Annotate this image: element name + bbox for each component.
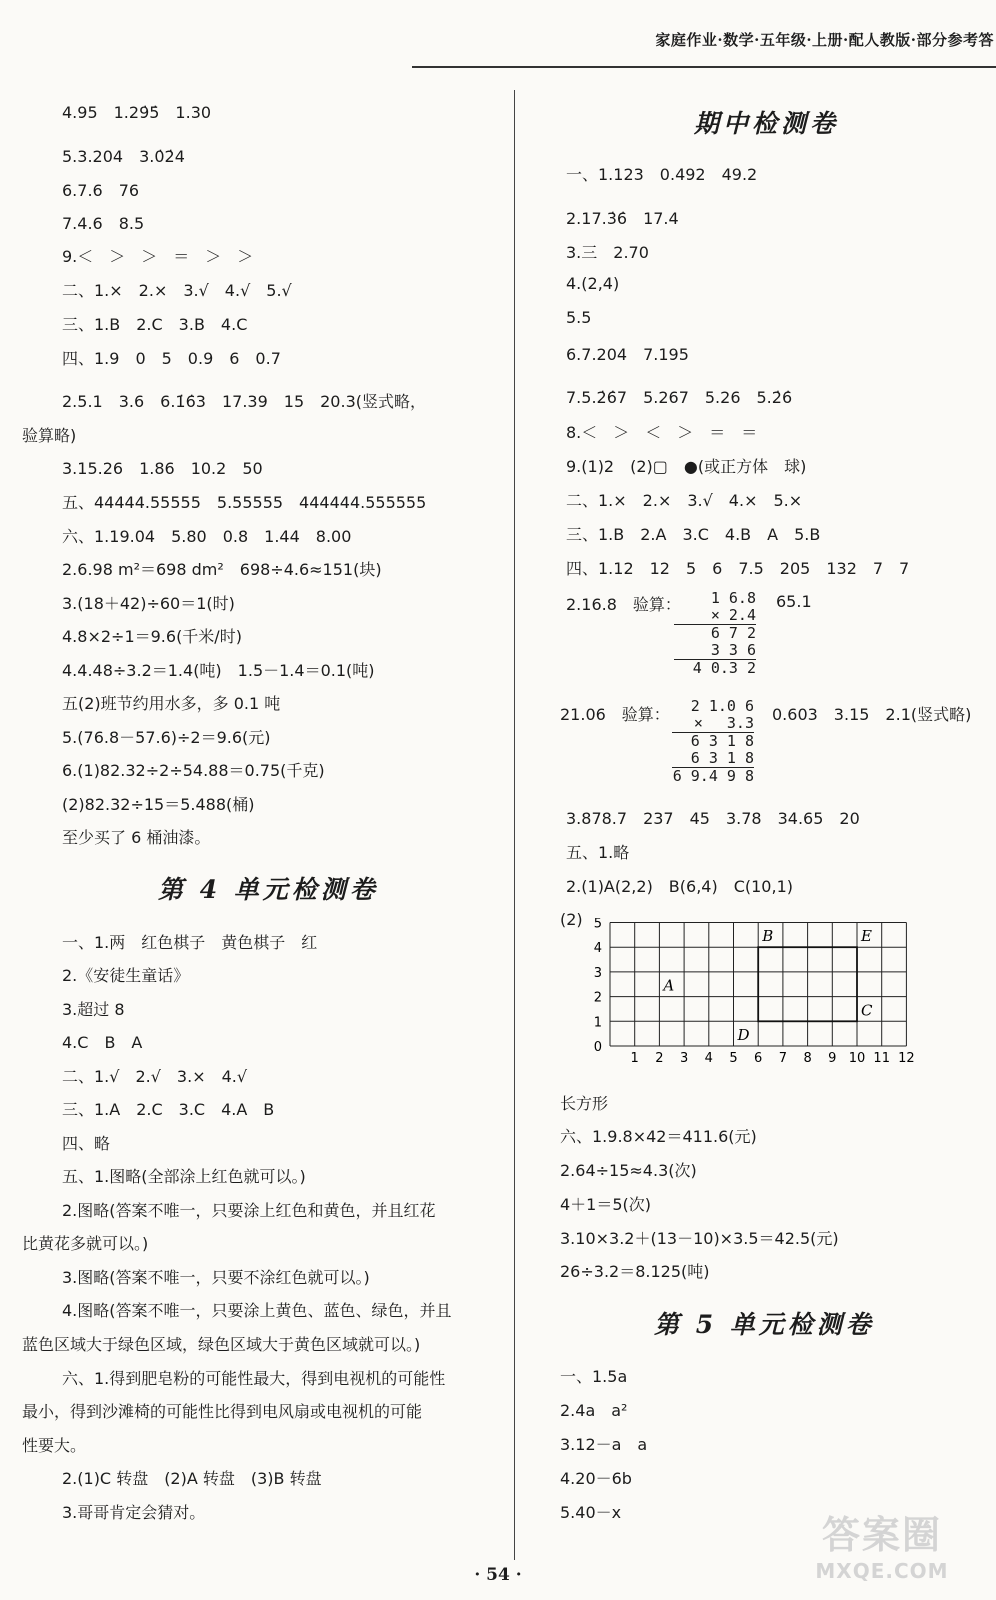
answer-line: 五(2)班节约用水多，多 0.1 吨 [62,694,281,713]
answer-line: 验算略) [22,426,77,445]
answer-line: 21.06 验算： [560,705,670,724]
answer-line: 6.7.6 76 [62,181,140,200]
answer-line: 3.三 2.70 [566,243,649,262]
answer-line: 五、1.略 [566,843,630,862]
answer-line: 五、44444.55555 5.55555 444444.555555 [62,493,427,512]
y-tick-label: 1 [593,1015,602,1031]
point-label: B [762,927,774,946]
column-divider [514,90,515,1560]
x-tick-label: 5 [729,1051,738,1066]
answer-line: 三、1.B 2.C 3.B 4.C [62,315,248,334]
answer-line: 3.878.7 237 45 3.78 34.65 20 [566,809,860,828]
answer-line: 2.64÷15≈4.3(次) [560,1161,697,1180]
calc-row: 6 3 1 8 [672,750,754,768]
answer-line: 二、1.× 2.× 3.√ 4.√ 5.√ [62,281,292,300]
answer-line: 4.20－6b [560,1469,632,1488]
calc-row: × 2.4 [674,607,756,625]
coordinate-grid-svg [560,918,920,1068]
answer-line: 一、1.5a [560,1367,628,1386]
answer-line: 2.(1)C 转盘 (2)A 转盘 (3)B 转盘 [62,1469,322,1488]
section-title: 期中检测卷 [694,109,840,138]
answer-line: 4＋1＝5(次) [560,1195,652,1214]
x-tick-label: 2 [655,1051,664,1066]
point-label: E [861,927,872,946]
calc-row: 2 1.0 6 [690,697,754,715]
x-tick-label: 11 [873,1051,890,1066]
answer-line: 一、1.123 0.492 49.2 [566,165,758,184]
x-tick-label: 10 [848,1051,866,1066]
running-header: 家庭作业·数学·五年级·上册·配人教版·部分参考答 [412,18,996,68]
answer-line: 六、1.19.04 5.80 0.8 1.44 8.00 [62,527,352,546]
answer-line: 一、1.两 红色棋子 黄色棋子 红 [62,933,318,952]
answer-line: 65.1 [776,592,812,611]
answer-line: 4.图略(答案不唯一，只要涂上黄色、蓝色、绿色，并且 [62,1301,452,1320]
x-tick-label: 3 [679,1051,689,1066]
answer-line: 3.12－a a [560,1435,648,1454]
answer-line: 性要大。 [22,1436,87,1455]
answer-line: 6.(1)82.32÷2÷54.88＝0.75(千克) [62,761,325,780]
answer-line: 7.5.2̇6̇7 5.267 5.26 5.2̇6̇ [566,388,793,407]
answer-line: 4.8×2÷1＝9.6(千米/时) [62,627,242,646]
answer-line: 至少买了 6 桶油漆。 [62,828,211,847]
answer-line: 7.4.6 8.5 [62,214,145,233]
y-tick-label: 4 [593,941,602,957]
answer-line: 5.5 [566,308,592,327]
x-tick-label: 4 [704,1051,713,1066]
answer-line: (2) [560,910,583,929]
calc-row: 6 9.4 9 8 [672,767,754,785]
x-tick-label: 1 [630,1051,639,1066]
y-tick-label: 3 [593,965,602,981]
answer-line: 2.(1)A(2,2) B(6,4) C(10,1) [566,877,793,896]
answer-line: 最小，得到沙滩椅的可能性比得到电风扇或电视机的可能 [22,1402,423,1421]
vertical-calculation [674,590,756,677]
answer-line: 四、1.9 0 5 0.9 6 0.7 [62,349,281,368]
answer-line: 4.95 1.29̇5̇ 1.30 [62,103,212,122]
answer-line: 2.6.98 m²＝698 dm² 698÷4.6≈151(块) [62,560,382,579]
answer-line: 六、1.得到肥皂粉的可能性最大，得到电视机的可能性 [62,1369,446,1388]
answer-line: 26÷3.2＝8.125(吨) [560,1262,710,1281]
answer-line: 五、1.图略(全部涂上红色就可以。) [62,1167,306,1186]
answer-line: 2.图略(答案不唯一，只要涂上红色和黄色，并且红花 [62,1201,436,1220]
coordinate-grid [560,918,920,1068]
answer-line: 3.哥哥肯定会猜对。 [62,1503,206,1522]
y-tick-label: 0 [593,1040,602,1055]
answer-line: 4.C B A [62,1033,143,1052]
answer-line: 蓝色区域大于绿色区域，绿色区域大于黄色区域就可以。) [22,1335,421,1354]
calc-row: 4 0.3 2 [692,659,756,677]
y-tick-label: 5 [593,918,602,932]
answer-line: 3.15.26 1.86 10.2 50 [62,459,263,478]
answer-line: 二、1.√ 2.√ 3.× 4.√ [62,1067,248,1086]
answer-line: 四、略 [62,1134,111,1153]
x-tick-label: 7 [778,1051,788,1066]
y-tick-label: 2 [593,990,602,1006]
answer-line: 6.7.204 7.195 [566,345,689,364]
answer-line: 2.16.8 验算： [566,595,681,614]
answer-line: 3.超过 8 [62,1000,125,1019]
answer-line: 长方形 [560,1094,609,1113]
answer-line: 5.40－x [560,1503,622,1522]
answer-line: 比黄花多就可以。) [22,1234,149,1253]
answer-line: 2.4a a² [560,1401,628,1420]
answer-line: 2.《安徒生童话》 [62,966,190,985]
x-tick-label: 12 [898,1051,915,1066]
vertical-calculation [672,698,754,785]
answer-line: 4.4.48÷3.2＝1.4(吨) 1.5－1.4＝0.1(吨) [62,661,375,680]
answer-line: 5.3.204 3.0̇2̇4 [62,147,185,166]
site-watermark [792,1504,972,1584]
section-title: 第 4 单元检测卷 [158,875,379,904]
calc-row: 3 3 6 [674,642,756,660]
answer-line: 3.图略(答案不唯一，只要不涂红色就可以。) [62,1268,370,1287]
answer-line: 4.(2,4) [566,274,620,293]
answer-line: 9.(1)2 (2)▢ ●(或正方体 球) [566,457,807,476]
answer-line: 8.＜ ＞ ＜ ＞ ＝ ＝ [566,423,758,442]
answer-line: 六、1.9.8×42＝411.6(元) [560,1127,757,1146]
page-number: · 54 · [474,1565,522,1585]
answer-line: 2.5.1 3.6 6.1̇6̇3 17.39 15 20.3(竖式略， [62,392,426,411]
answer-line: 2.17.3̇6̇ 17.4 [566,209,679,228]
calc-row: 1 6.8 [710,589,756,607]
answer-line: 三、1.A 2.C 3.C 4.A B [62,1100,275,1119]
calc-row: 6 7 2 [710,624,756,642]
answer-line: 3.10×3.2＋(13－10)×3.5＝42.5(元) [560,1229,839,1248]
watermark-logo-text: 答案圈 [821,1513,942,1557]
answer-line: 三、1.B 2.A 3.C 4.B A 5.B [566,525,821,544]
answer-line: 二、1.× 2.× 3.√ 4.× 5.× [566,491,803,510]
calc-row: 6 3 1 8 [690,732,754,750]
answer-line: 9.＜ ＞ ＞ ＝ ＞ ＞ [62,247,254,266]
watermark-url: MXQE.COM [815,1559,949,1583]
answer-line: (2)82.32÷15＝5.488(桶) [62,795,255,814]
answer-line: 3.(18＋42)÷60＝1(时) [62,594,235,613]
point-label: D [737,1026,750,1044]
section-title: 第 5 单元检测卷 [654,1310,875,1339]
answer-line: 四、1.12 12 5 6 7.5 205 132 7 7 [566,559,910,578]
x-tick-label: 6 [754,1051,763,1066]
x-tick-label: 9 [828,1051,837,1066]
answer-line: 0.603 3.15 2.1(竖式略) [772,705,972,724]
point-label: A [663,976,675,995]
answer-line: 5.(76.8－57.6)÷2＝9.6(元) [62,728,271,747]
point-label: C [861,1001,873,1020]
x-tick-label: 8 [803,1051,812,1066]
calc-row: × 3.3 [672,715,754,733]
